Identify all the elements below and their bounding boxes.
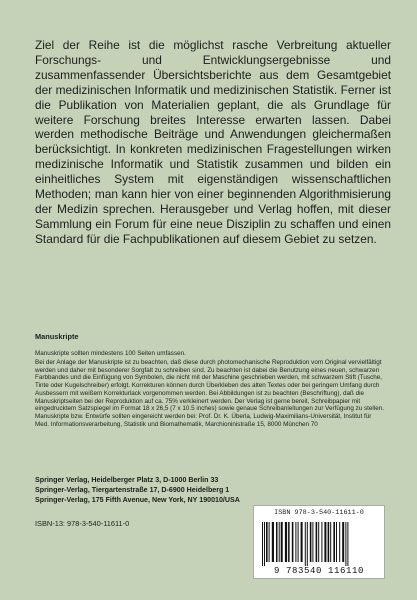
barcode-digits: 9 783540 116110 [273,566,364,576]
manuskripte-heading: Manuskripte [35,332,79,341]
manuskripte-lead: Manuskripte sollten mindestens 100 Seiten umfassen. [35,350,186,357]
barcode-bars [260,522,378,566]
publisher-address-berlin: Springer Verlag, Heidelberger Platz 3, D-1000 Berlin 33 [35,476,219,484]
publisher-address-new-york: Springer-Verlag, 175 Fifth Avenue, New York, NY 190010/USA [35,496,240,505]
publisher-addresses [35,475,295,506]
manuskripte-text [35,350,387,429]
publisher-address-heidelberg: Springer-Verlag, Tiergartenstraße 17, D-6900 Heidelberg 1 [35,486,230,495]
isbn-13-label: ISBN-13: 978-3-540-11611-0 [35,519,130,528]
barcode-block [253,505,385,579]
manuskripte-body: Bei der Anlage der Manuskripte ist zu beachten, daß diese durch photomechanische Reproduktion vom Original vervielfältigt werden und daher mit besonderer Sorgfalt zu schreiben sind. Zu beachten ist dabei die Benutzung eines neuen, schwarzen Farbbandes und die Einfügung von Symbolen, die nicht mit der Maschine geschrieben werden, mit schwarzem Stift (Tusche, Tinte oder Kugelschreiber) erfolgt. Korrekturen können durch Überkleben des alten Textes oder bei geringem Umfang durch Ausbessern mit weißem Korrekturlack vorgenommen werden. Bei Abbildungen ist zu beachten (Beschriftung), daß die Manuskriptseiten bei der Reproduktion auf ca. 75% verkleinert werden. Der Verlag ist gerne bereit, Schreibpapier mit eingedrucktem Satzspiegel im Format 18 x 26,5 (7 x 10.5 inches) sowie genaue Schreibanleitungen zur Verfügung zu stellen. Manuskripte bzw. Entwürfe sollten eingereicht werden bei: Prof. Dr. K. Überla, Ludwig-Maximilians-Universität, Institut für Med. Informationsverarbeitung, Statistik und Biomathematik, Marchioninistraße 15, 8000 München 70 [35,358,384,428]
barcode-isbn-text: ISBN 978-3-540-11611-0 [274,509,364,517]
series-description: Ziel der Reihe ist die möglichst rasche Verbreitung aktueller Forschungs- und Entwicklungsergebnisse und zusammenfassender Übersichtsberichte aus dem Gesamtgebiet der medizinischen Informatik und medizinischen Statistik. Ferner ist die Publikation von Materialien geplant, die als Grundlage für weitere Forschung breites Interesse erwarten lassen. Dabei werden methodische Beiträge und Anwendungen gleichermaßen berücksichtigt. In konkreten medizinischen Fragestellungen wirken medizinische Informatik und Statistik zusammen und bilden ein einheitliches System mit eigenständigen wissenschaftlichen Methoden; man kann hier von einer beginnenden Algorithmisierung der Medizin sprechen. Herausgeber und Verlag hoffen, mit dieser Sammlung ein Forum für eine neue Disziplin zu schaffen und einen Standard für die Fachpublikationen auf diesem Gebiet zu setzen. [35,38,391,246]
